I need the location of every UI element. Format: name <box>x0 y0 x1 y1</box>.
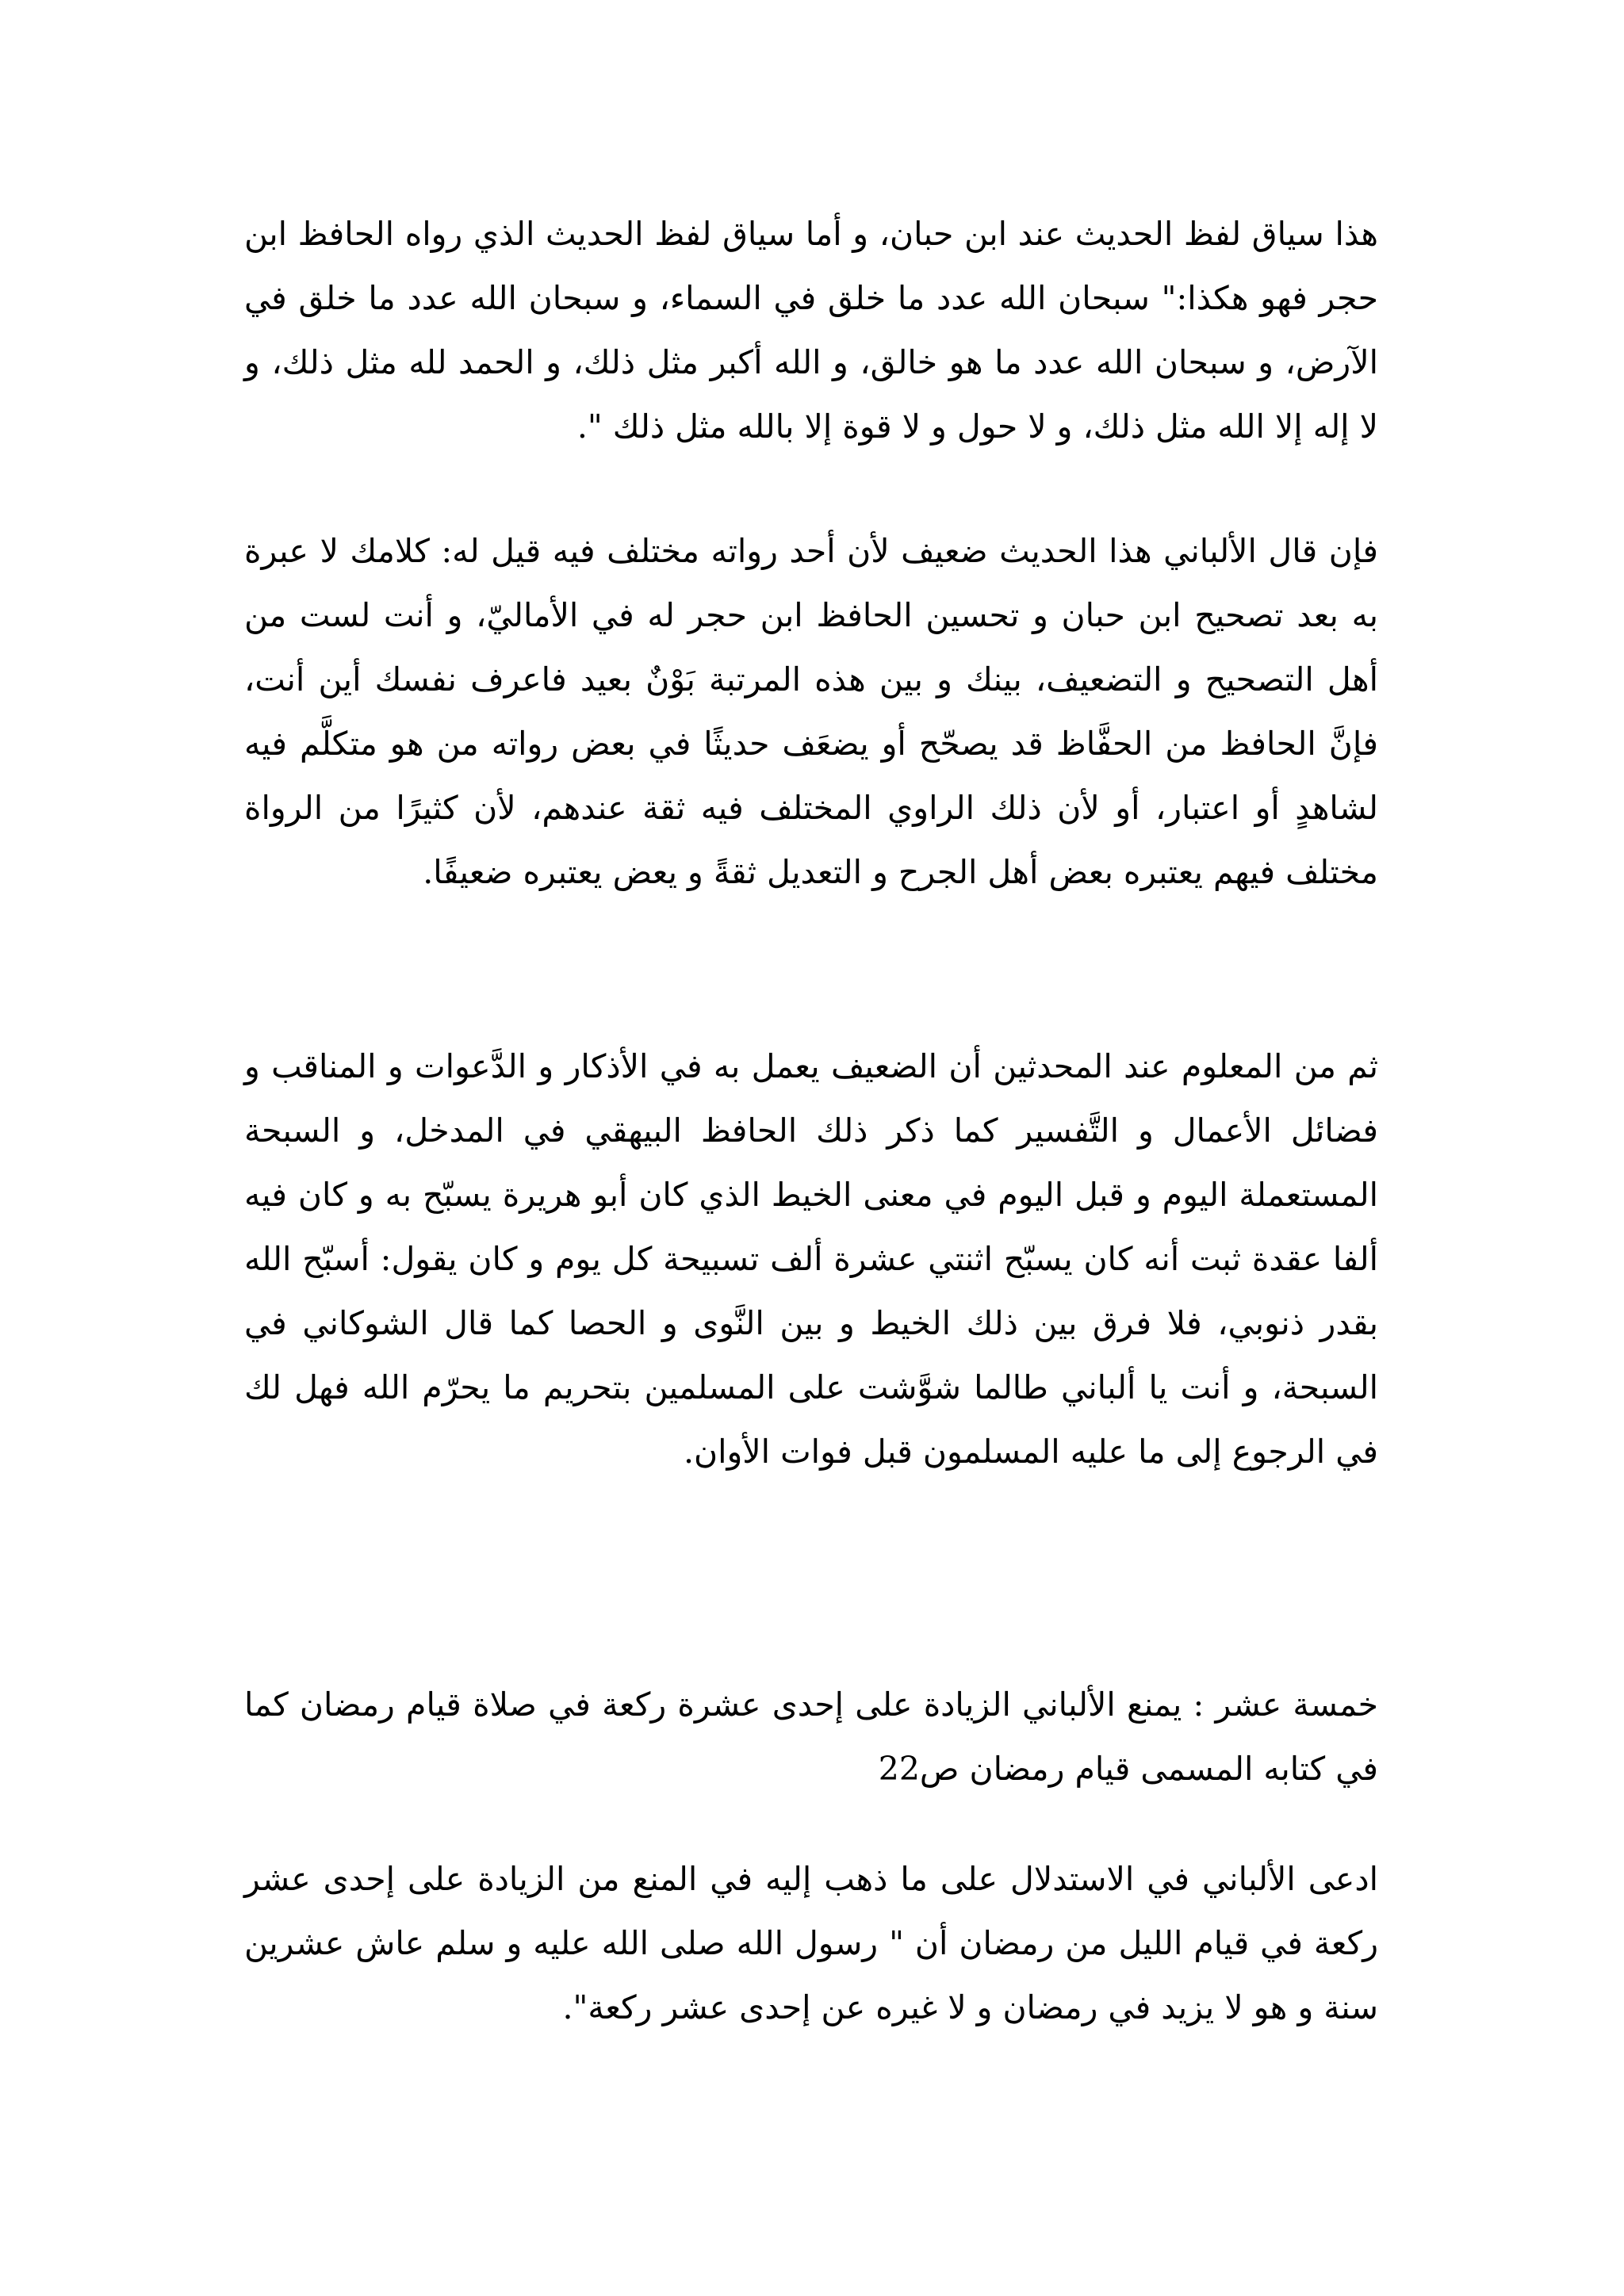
section-heading-fifteen: خمسة عشر : يمنع الألباني الزيادة على إحدى عشرة ركعة في صلاة قيام رمضان كما في كتابه المسمى قيام رمضان ص22 <box>244 1686 1378 1788</box>
paragraph-narrator-dispute: فإن قال الألباني هذا الحديث ضعيف لأن أحد رواته مختلف فيه قيل له: كلامك لا عبرة به بعد تصحيح ابن حبان و تحسين الحافظ ابن حجر له في الأماليّ، و أنت لست من أهل التصحيح و التضعيف، بينك و بين هذه المرتبة بَوْنٌ بعيد فاعرف نفسك أين أنت، فإنَّ الحافظ من الحفَّاظ قد يصحّح أو يضعَف حديثًا في بعض رواته من هو متكلَّم فيه لشاهدٍ أو اعتبار، أو لأن ذلك الراوي المختلف فيه ثقة عندهم، لأن كثيرًا من الرواة مختلف فيهم يعتبره بعض أهل الجرح و التعديل ثقةً و يعض يعتبره ضعيفًا. <box>244 532 1378 891</box>
paragraph-weak-hadith-usage: ثم من المعلوم عند المحدثين أن الضعيف يعمل به في الأذكار و الدَّعوات و المناقب و فضائل الأعمال و التَّفسير كما ذكر ذلك الحافظ البيهقي في المدخل، و السبحة المستعملة اليوم و قبل اليوم في معنى الخيط الذي كان أبو هريرة يسبّح به و كان فيه ألفا عقدة ثبت أنه كان يسبّح اثنتي عشرة ألف تسبيحة كل يوم و كان يقول: أسبّح الله بقدر ذنوبي، فلا فرق بين ذلك الخيط و بين النَّوى و الحصا كما قال الشوكاني في السبحة، و أنت يا ألباني طالما شوَّشت على المسلمين بتحريم ما يحرّم الله فهل لك في الرجوع إلى ما عليه المسلمون قبل فوات الأوان. <box>244 1047 1378 1471</box>
paragraph-hadith-wording: هذا سياق لفظ الحديث عند ابن حبان، و أما سياق لفظ الحديث الذي رواه الحافظ ابن حجر فهو هكذا:" سبحان الله عدد ما خلق في السماء، و سبحان الله عدد ما خلق في الآرض، و سبحان الله عدد ما هو خالق، و الله أكبر مثل ذلك، و الحمد لله مثل ذلك، و لا إله إلا الله مثل ذلك، و لا حول و لا قوة إلا بالله مثل ذلك ". <box>244 215 1378 446</box>
paragraph-eleven-rakat-claim: ادعى الألباني في الاستدلال على ما ذهب إليه في المنع من الزيادة على إحدى عشر ركعة في قيام الليل من رمضان أن " رسول الله صلى الله عليه و سلم عاش عشرين سنة و هو لا يزيد في رمضان و لا غيره عن إحدى عشر ركعة". <box>244 1860 1378 2026</box>
